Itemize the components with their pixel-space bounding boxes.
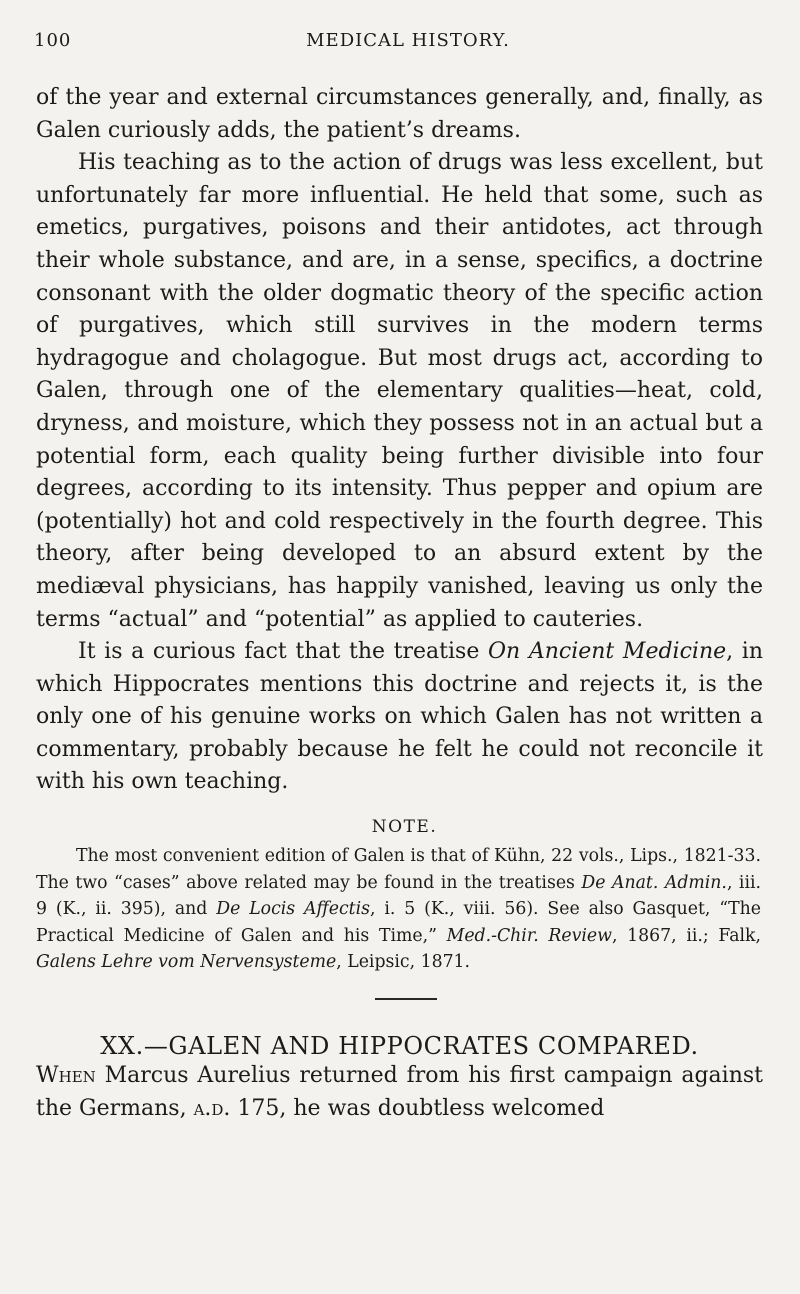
running-title: MEDICAL HISTORY. xyxy=(306,30,510,51)
era-abbreviation: a.d. xyxy=(193,1095,231,1121)
paragraph-1: of the year and external circumstances generally, and, finally, as Galen curiously adds, the patient’s dreams. xyxy=(36,85,763,143)
paragraph-2: His teaching as to the action of drugs was less excellent, but unfortunately far more influential. He held that some, such as emetics, purgatives, poisons and their antidotes, act through their whole substance, and are, in a sense, specifics, a doctrine consonant with the older dogmatic theory of the specific action of purgatives, which still survives in the modern terms hydragogue and cholagogue. But most drugs act, according to Galen, through one of the elementary qualities—heat, cold, dryness, and moisture, which they possess not in an actual but a potential form, each quality being further divisible into four degrees, according to its intensity. Thus pepper and opium are (potentially) hot and cold respectively in the fourth degree. This theory, after being developed to an absurd extent by the mediæval physicians, has happily vanished, leaving us only the terms “actual” and “potential” as applied to cauteries. xyxy=(36,150,763,632)
paragraph-3 xyxy=(36,636,763,799)
note-ref-de-locis: De Locis Affectis xyxy=(216,899,370,920)
note-segment-5: , Leipsic, 1871. xyxy=(336,952,471,973)
note-ref-med-chir: Med.-Chir. Review xyxy=(446,925,612,946)
body-text xyxy=(36,82,763,1125)
section-opening-paragraph xyxy=(36,1060,763,1125)
lead-word: When xyxy=(36,1063,96,1089)
paragraph-3-lead: It is a curious fact that the treatise xyxy=(78,639,488,665)
note-ref-galens-lehre: Galens Lehre vom Nervensysteme xyxy=(36,952,337,973)
note-heading: NOTE. xyxy=(371,817,438,838)
note-segment-3: , i. 5 (K., viii. 56). See also Gasquet, “The Practical Medicine of Galen and his Time,” xyxy=(36,899,761,946)
note-segment-1: The most convenient edition of Galen is that of Kühn, 22 vols., Lips., 1821-33. The two “cases” above related may be found in the treatises xyxy=(36,846,761,893)
section-heading: XX.—GALEN AND HIPPOCRATES COMPARED. xyxy=(100,1032,699,1061)
page-number: 100 xyxy=(34,30,72,51)
note-segment-4: , 1867, ii.; Falk, xyxy=(611,925,762,946)
section-text-2: 175, he was doubtless welcomed xyxy=(230,1095,605,1121)
section-text-1: Marcus Aurelius returned from his first campaign against the Germans, xyxy=(36,1063,763,1121)
running-head xyxy=(34,30,760,60)
paragraph-3-tail: , in which Hippocrates mentions this doctrine and rejects it, is the only one of his genuine works on which Galen has not written a commentary, probably because he felt he could not reconcile it with his own teaching. xyxy=(36,639,763,795)
section-divider-rule xyxy=(375,998,437,1000)
note-segment-2: , iii. 9 (K., ii. 395), and xyxy=(36,872,762,920)
treatise-title: On Ancient Medicine xyxy=(487,639,727,665)
note-ref-de-anat: De Anat. Admin. xyxy=(581,872,727,893)
note-text xyxy=(36,843,763,976)
